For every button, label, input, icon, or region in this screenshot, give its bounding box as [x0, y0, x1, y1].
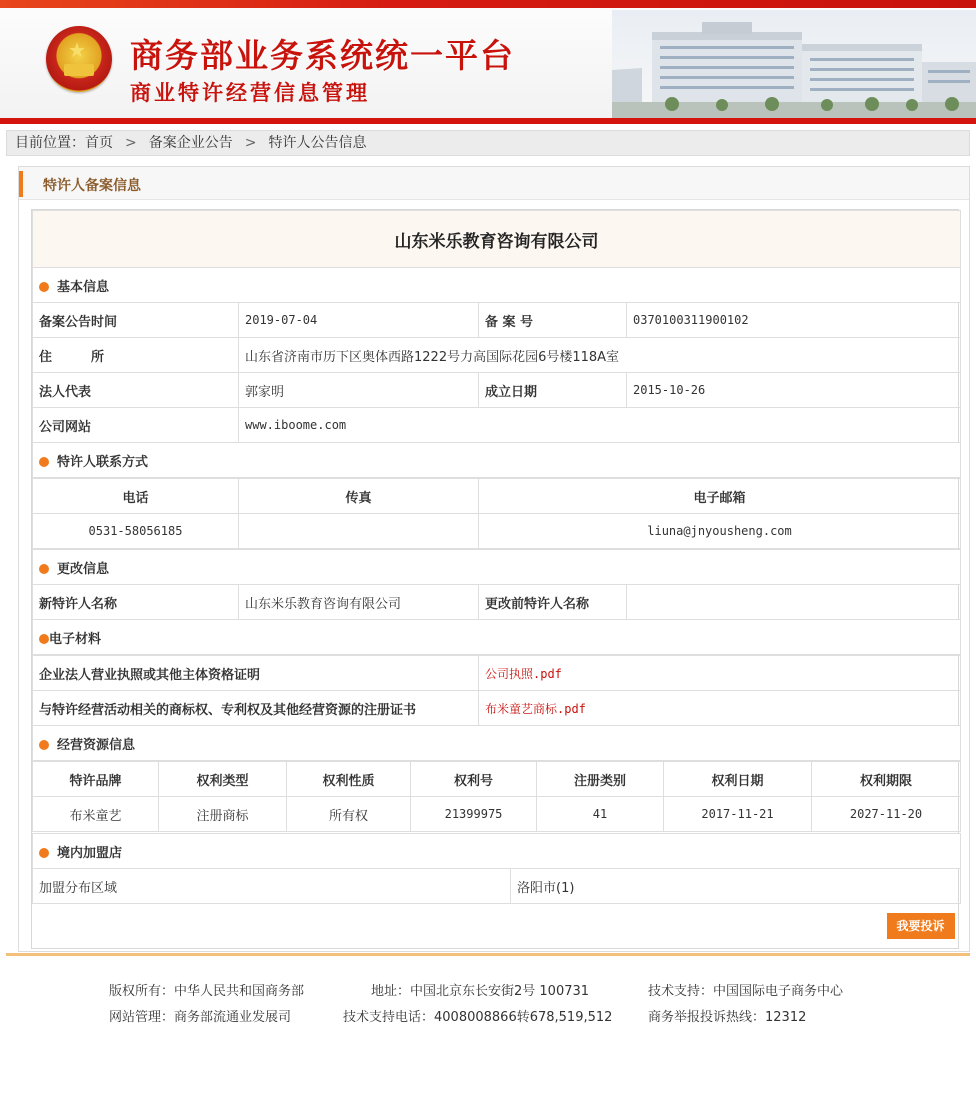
table-row [33, 585, 961, 620]
section-change [33, 550, 961, 585]
stores-table [32, 833, 961, 948]
resources-table [32, 761, 961, 832]
site-title: 商务部业务系统统一平台 [130, 36, 515, 75]
section-title: 特许人联系方式 [57, 454, 149, 470]
section-title: 更改信息 [57, 561, 110, 577]
section-title: 基本信息 [57, 279, 110, 295]
breadcrumb-filed-companies-link[interactable]: 备案企业公告 [148, 135, 233, 151]
column-header: 权利期限 [812, 762, 961, 797]
section-title: 电子材料 [49, 631, 102, 647]
table-header-row [33, 762, 961, 797]
breadcrumb-current: 特许人公告信息 [268, 135, 367, 151]
table-cell: 21399975 [411, 797, 537, 832]
company-name-row [33, 211, 961, 268]
table-row [33, 303, 961, 338]
section-title: 经营资源信息 [57, 737, 136, 753]
footer-tech-phone: 技术支持电话：4008008866转678,519,512 [343, 1010, 613, 1025]
breadcrumb-home-link[interactable]: 首页 [85, 135, 113, 151]
legal-rep-value: 郭家明 [239, 373, 479, 408]
bullet-icon [39, 457, 49, 467]
fax-value [239, 514, 479, 549]
filing-date-value: 2019-07-04 [239, 303, 479, 338]
table-cell: 注册商标 [159, 797, 287, 832]
table-row [33, 869, 961, 904]
contact-table [32, 478, 961, 549]
action-row [33, 904, 961, 948]
filing-date-label: 备案公告时间 [33, 303, 239, 338]
material-label: 与特许经营活动相关的商标权、专利权及其他经营资源的注册证书 [33, 691, 479, 726]
bullet-icon [39, 740, 49, 750]
column-header: 权利类型 [159, 762, 287, 797]
table-row [33, 338, 961, 373]
website-value: www.iboome.com [239, 408, 961, 443]
ministry-building-image [612, 10, 976, 118]
site-subtitle: 商业特许经营信息管理 [130, 80, 370, 105]
section-basic-info [33, 268, 961, 303]
region-value: 洛阳市(1) [511, 869, 961, 904]
table-row [33, 479, 961, 514]
business-license-pdf-link[interactable]: 公司执照.pdf [485, 666, 562, 681]
phone-value: 0531-58056185 [33, 514, 239, 549]
address-value: 山东省济南市历下区奥体西路1222号力高国际花园6号楼118A室 [239, 338, 961, 373]
footer-copyright: 版权所有：中华人民共和国商务部 [109, 984, 305, 999]
company-name: 山东米乐教育咨询有限公司 [33, 211, 961, 268]
section-contact [33, 443, 961, 478]
section-resources [33, 726, 961, 761]
header-bottom-stripe [0, 118, 976, 124]
filing-no-value: 0370100311900102 [627, 303, 961, 338]
header-top-stripe [0, 0, 976, 8]
footer-site-admin: 网站管理：商务部流通业发展司 [109, 1010, 292, 1025]
section-materials [33, 620, 961, 655]
panel-header [19, 167, 969, 200]
table-row [33, 408, 961, 443]
table-cell: 布米童艺 [33, 797, 159, 832]
detail-table [32, 210, 961, 478]
table-row [33, 373, 961, 408]
table-cell: 所有权 [287, 797, 411, 832]
breadcrumb [6, 130, 970, 156]
table-cell: 2017-11-21 [664, 797, 812, 832]
column-header: 权利号 [411, 762, 537, 797]
bullet-icon [39, 564, 49, 574]
column-header: 注册类别 [537, 762, 664, 797]
column-header: 特许品牌 [33, 762, 159, 797]
legal-rep-label: 法人代表 [33, 373, 239, 408]
section-stores [33, 834, 961, 869]
bullet-icon [39, 282, 49, 292]
franchisor-filing-panel [18, 166, 970, 952]
table-row [33, 656, 961, 691]
address-label: 住 所 [33, 338, 239, 373]
table-row [33, 691, 961, 726]
breadcrumb-prefix: 目前位置： [15, 135, 85, 151]
section-title: 境内加盟店 [57, 845, 123, 861]
change-table [32, 549, 961, 655]
chevron-right-icon: > [244, 135, 257, 151]
panel-accent-bar [19, 171, 23, 197]
column-header: 权利日期 [664, 762, 812, 797]
phone-header: 电话 [33, 479, 239, 514]
table-cell: 41 [537, 797, 664, 832]
new-name-value: 山东米乐教育咨询有限公司 [239, 585, 479, 620]
table-row [33, 797, 961, 832]
website-label: 公司网站 [33, 408, 239, 443]
footer-hotline: 商务举报投诉热线：12312 [648, 1010, 807, 1025]
chevron-right-icon: > [125, 135, 137, 151]
new-name-label: 新特许人名称 [33, 585, 239, 620]
old-name-label: 更改前特许人名称 [479, 585, 627, 620]
footer-address: 地址：中国北京东长安街2号 100731 [371, 984, 590, 999]
table-cell: 2027-11-20 [812, 797, 961, 832]
footer-divider [6, 953, 970, 956]
filing-detail [31, 209, 959, 949]
material-label: 企业法人营业执照或其他主体资格证明 [33, 656, 479, 691]
established-label: 成立日期 [479, 373, 627, 408]
materials-table [32, 655, 961, 761]
column-header: 权利性质 [287, 762, 411, 797]
table-row [33, 514, 961, 549]
site-header [0, 0, 976, 124]
national-emblem-icon: ★ [46, 26, 112, 92]
established-value: 2015-10-26 [627, 373, 961, 408]
region-label: 加盟分布区域 [33, 869, 511, 904]
email-value: liuna@jnyousheng.com [479, 514, 961, 549]
complain-button[interactable]: 我要投诉 [887, 913, 955, 939]
panel-title: 特许人备案信息 [43, 178, 141, 194]
filing-no-label: 备 案 号 [479, 303, 627, 338]
bullet-icon [39, 848, 49, 858]
footer-tech-support: 技术支持：中国国际电子商务中心 [648, 984, 844, 999]
old-name-value [627, 585, 961, 620]
trademark-pdf-link[interactable]: 布米童艺商标.pdf [485, 701, 586, 716]
bullet-icon [39, 634, 49, 644]
fax-header: 传真 [239, 479, 479, 514]
email-header: 电子邮箱 [479, 479, 961, 514]
